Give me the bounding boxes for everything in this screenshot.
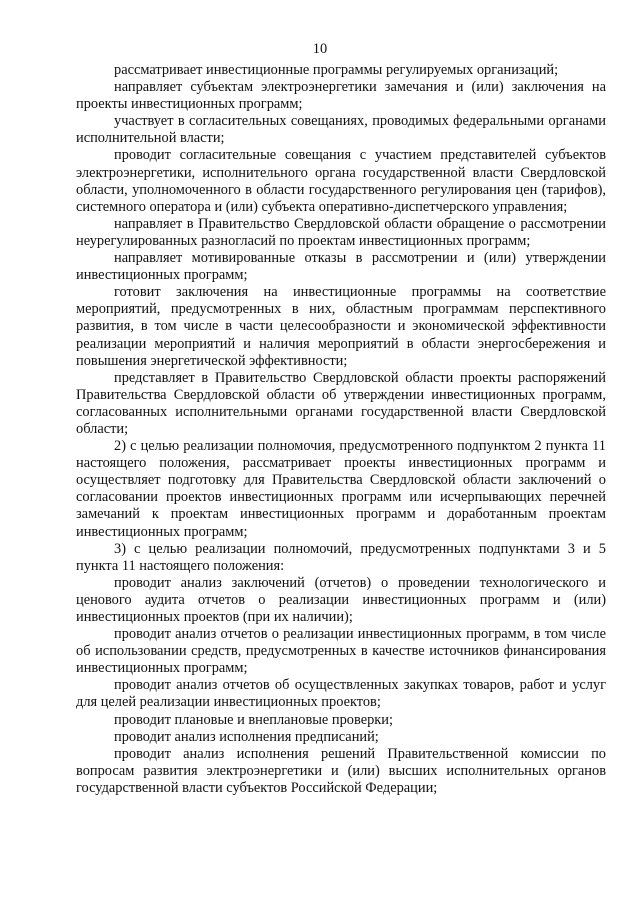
paragraph: проводит согласительные совещания с участием представителей субъектов электроэнергетики, исполнительного органа государственной власти Свердловской области, уполномоченного в области государственного регулирования цен (тарифов), системного оператора и (или) субъекта оперативно-диспетчерского управления; [76,147,606,215]
paragraph: направляет субъектам электроэнергетики замечания и (или) заключения на проекты инвестиционных программ; [76,79,606,113]
document-body [76,62,606,797]
paragraph: проводит анализ заключений (отчетов) о проведении технологического и ценового аудита отчетов о реализации инвестиционных программ и (или) инвестиционных проектов (при их наличии); [76,574,606,625]
paragraph: рассматривает инвестиционные программы регулируемых организаций; [114,62,559,78]
paragraph: проводит анализ отчетов о реализации инвестиционных программ, в том числе об использовании средств, предусмотренных в качестве источников финансирования инвестиционных программ; [76,626,606,677]
paragraph: проводит плановые и внеплановые проверки; [114,711,393,728]
paragraph: 2) с целью реализации полномочия, предусмотренного подпунктом 2 пункта 11 настоящего положения, рассматривает проекты инвестиционных программ и осуществляет подготовку для Правительства Свердловской области заключений о согласовании проектов инвестиционных программ или исчерпывающих перечней замечаний к проектам инвестиционных программ и доработанным проектам инвестиционных программ; [76,438,606,540]
paragraph: представляет в Правительство Свердловской области проекты распоряжений Правительства Свердловской области об утверждении инвестиционных программ, согласованных исполнительными органами государственной власти Свердловской области; [76,369,606,437]
paragraph: направляет в Правительство Свердловской области обращение о рассмотрении неурегулированных разногласий по проектам инвестиционных программ; [76,215,606,249]
paragraph: участвует в согласительных совещаниях, проводимых федеральными органами исполнительной власти; [76,113,606,147]
paragraph: проводит анализ исполнения предписаний; [114,728,379,745]
paragraph: 3) с целью реализации полномочий, предусмотренных подпунктами 3 и 5 пункта 11 настоящего положения: [76,540,606,574]
paragraph: проводит анализ исполнения решений Правительственной комиссии по вопросам развития электроэнергетики и (или) высших исполнительных органов государственной власти субъектов Российской Федерации; [76,745,606,796]
page-number: 10 [312,41,328,57]
paragraph: готовит заключения на инвестиционные программы на соответствие мероприятий, предусмотренных в них, областным программам перспективного развития, в том числе в части целесообразности и экономической эффективности реализации мероприятий и наличия мероприятий в области энергосбережения и повышения энергетической эффективности; [76,284,606,369]
paragraph: направляет мотивированные отказы в рассмотрении и (или) утверждении инвестиционных программ; [76,250,606,284]
paragraph: проводит анализ отчетов об осуществленных закупках товаров, работ и услуг для целей реализации инвестиционных проектов; [76,677,606,711]
